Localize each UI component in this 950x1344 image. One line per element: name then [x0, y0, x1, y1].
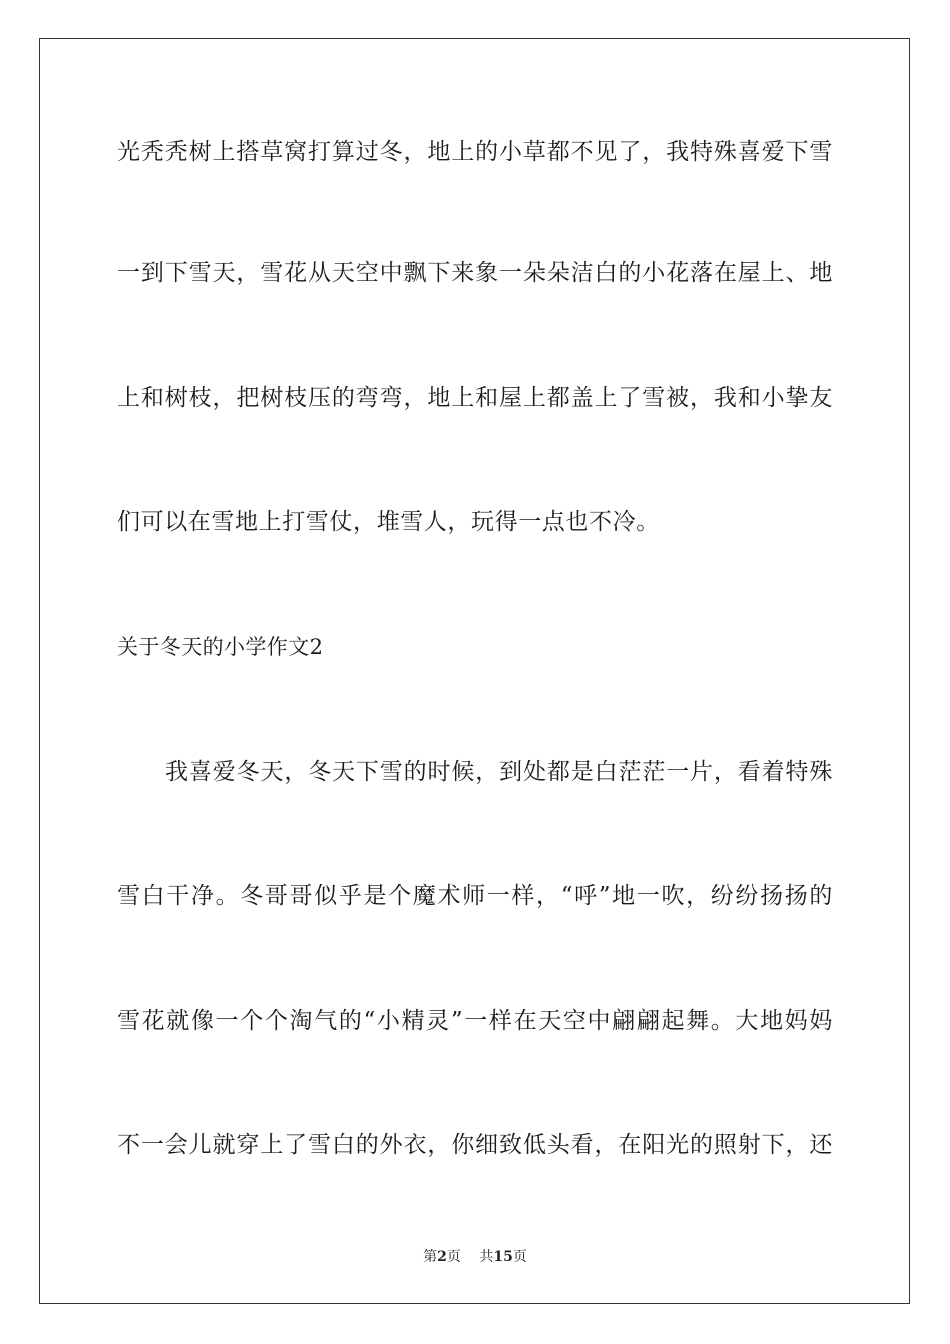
paragraph-1-line-4: 们可以在雪地上打雪仗，堆雪人，玩得一点也不冷。	[117, 509, 660, 535]
paragraph-1-line-2: 一到下雪天，雪花从天空中飘下来象一朵朵洁白的小花落在屋上、地	[117, 260, 833, 286]
paragraph-2-line-4: 不一会儿就穿上了雪白的外衣，你细致低头看，在阳光的照射下，还	[117, 1132, 833, 1158]
page-footer	[0, 1247, 950, 1267]
paragraph-2-line-2: 雪白干净。冬哥哥似乎是个魔术师一样，“呼”地一吹，纷纷扬扬的	[117, 883, 833, 909]
page-border	[39, 38, 910, 1304]
section-heading: 关于冬天的小学作文2	[117, 635, 324, 659]
paragraph-1-line-1: 光秃秃树上搭草窝打算过冬，地上的小草都不见了，我特殊喜爱下雪	[117, 139, 833, 165]
current-page-number: 2	[437, 1249, 447, 1265]
paragraph-1-line-3: 上和树枝，把树枝压的弯弯，地上和屋上都盖上了雪被，我和小挚友	[117, 385, 833, 411]
total-pages-indicator: 共15页	[479, 1249, 527, 1265]
page-indicator: 第2页	[423, 1249, 461, 1265]
paragraph-2-line-1: 我喜爱冬天，冬天下雪的时候，到处都是白茫茫一片，看着特殊	[165, 759, 833, 785]
total-page-count: 15	[493, 1249, 513, 1265]
paragraph-2-line-3: 雪花就像一个个淘气的“小精灵”一样在天空中翩翩起舞。大地妈妈	[117, 1008, 833, 1034]
